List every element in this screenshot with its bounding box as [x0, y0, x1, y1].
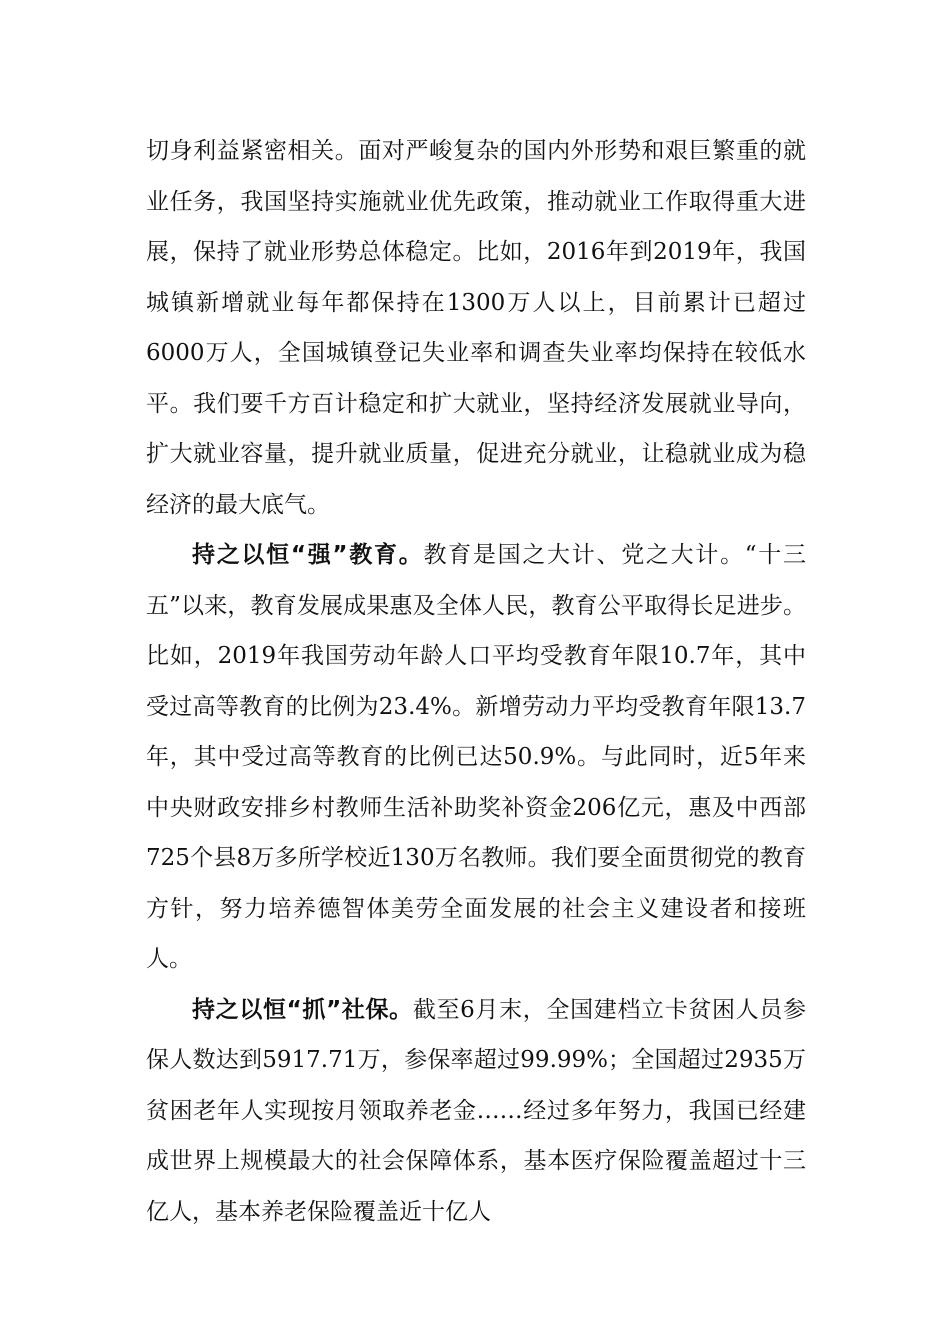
- paragraph-employment: [146, 126, 806, 530]
- document-body: [146, 126, 806, 1237]
- paragraph-text: 切身利益紧密相关。面对严峻复杂的国内外形势和艰巨繁重的就业任务，我国坚持实施就业优先政策，推动就业工作取得重大进展，保持了就业形势总体稳定。比如，2016年到2019年，我国城镇新增就业每年都保持在1300万人以上，目前累计已超过6000万人，全国城镇登记失业率和调查失业率均保持在较低水平。我们要千方百计稳定和扩大就业，坚持经济发展就业导向，扩大就业容量，提升就业质量，促进充分就业，让稳就业成为稳经济的最大底气。: [146, 138, 806, 518]
- paragraph-text: 截至6月末，全国建档立卡贫困人员参保人数达到5917.71万，参保率超过99.99%；全国超过2935万贫困老年人实现按月领取养老金……经过多年努力，我国已经建成世界上规模最大的社会保障体系，基本医疗保险覆盖超过十三亿人，基本养老保险覆盖近十亿人: [146, 996, 806, 1225]
- paragraph-education: [146, 530, 806, 985]
- paragraph-heading: 持之以恒“强”教育。: [192, 542, 424, 568]
- paragraph-social-security: [146, 985, 806, 1238]
- paragraph-text: 教育是国之大计、党之大计。“十三五”以来，教育发展成果惠及全体人民，教育公平取得长足进步。比如，2019年我国劳动年龄人口平均受教育年限10.7年，其中受过高等教育的比例为23.4%。新增劳动力平均受教育年限13.7年，其中受过高等教育的比例已达50.9%。与此同时，近5年来中央财政安排乡村教师生活补助奖补资金206亿元，惠及中西部725个县8万多所学校近130万名教师。我们要全面贯彻党的教育方针，努力培养德智体美劳全面发展的社会主义建设者和接班人。: [146, 542, 806, 972]
- paragraph-heading: 持之以恒“抓”社保。: [192, 996, 413, 1023]
